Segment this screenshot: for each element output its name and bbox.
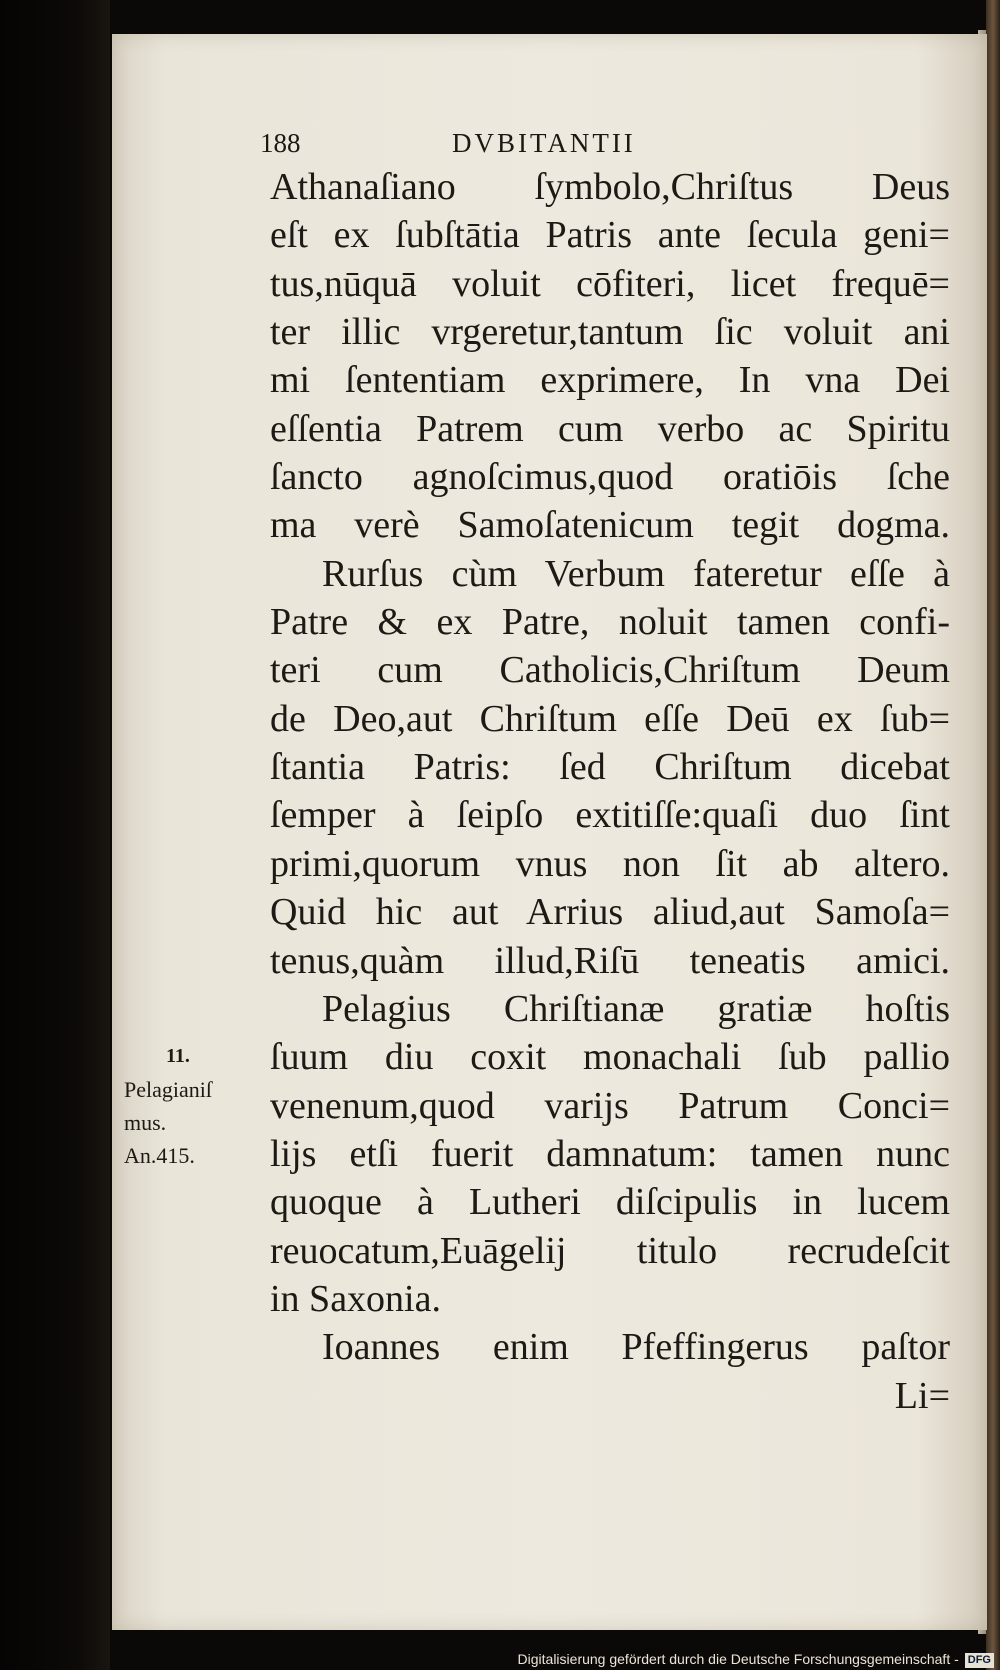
book-gutter-shadow (0, 0, 110, 1670)
body-text (270, 163, 950, 1420)
text-line: tenus,quàm illud,Riſū teneatis amici. (270, 939, 950, 982)
marginal-note-line: Pelagianiſ (124, 1077, 212, 1102)
text-line: Patre & ex Patre, noluit tamen confi- (270, 601, 950, 644)
text-line: eſt ex ſubſtātia Patris ante ſecula geni= (270, 214, 950, 257)
marginal-note-number: 11. (166, 1045, 190, 1067)
catchword: Li= (894, 1374, 950, 1417)
text-line: ſuum diu coxit monachali ſub pallio (270, 1036, 950, 1079)
marginal-note-line: An.415. (124, 1143, 195, 1168)
text-line: reuocatum,Euāgelij titulo recrudeſcit (270, 1229, 950, 1272)
text-line: ſtantia Patris: ſed Chriſtum dicebat (270, 746, 950, 789)
text-line: ſancto agnoſcimus,quod oratiōis ſche (270, 456, 950, 499)
text-line: in Saxonia. (270, 1277, 441, 1320)
running-title: DVBITANTII (452, 128, 636, 158)
text-line: Pelagius Chriſtianæ gratiæ hoſtis (322, 987, 950, 1030)
text-line: ma verè Samoſatenicum tegit dogma. (270, 504, 950, 547)
dfg-logo: DFG (965, 1653, 994, 1668)
digitization-credit (0, 1648, 994, 1670)
text-line: lijs etſi fuerit damnatum: tamen nunc (270, 1132, 950, 1175)
text-line: quoque à Lutheri diſcipulis in lucem (270, 1181, 950, 1224)
text-line: teri cum Catholicis,Chriſtum Deum (270, 649, 950, 692)
credit-text: Digitalisierung gefördert durch die Deutsche Forschungsgemeinschaft - (517, 1651, 959, 1667)
text-line: Ioannes enim Pfeffingerus paſtor (322, 1326, 950, 1369)
page-header (260, 126, 920, 160)
book-cover-edge (986, 0, 1000, 1670)
text-line: mi ſententiam exprimere, In vna Dei (270, 359, 950, 402)
text-line: ſemper à ſeipſo extitiſſe:quaſi duo ſint (270, 794, 950, 837)
text-line: primi,quorum vnus non ſit ab altero. (270, 842, 950, 885)
page-number: 188 (260, 128, 301, 158)
text-line: Athanaſiano ſymbolo,Chriſtus Deus (270, 166, 950, 208)
text-line: Rurſus cùm Verbum fateretur eſſe à (322, 552, 950, 595)
text-line: de Deo,aut Chriſtum eſſe Deū ex ſub= (270, 697, 950, 740)
text-line: tus,nūquā voluit cōfiteri, licet frequē= (270, 262, 950, 305)
text-line: ter illic vrgeretur,tantum ſic voluit ani (270, 311, 950, 354)
text-line: eſſentia Patrem cum verbo ac Spiritu (270, 407, 950, 450)
marginal-note (124, 1040, 274, 1172)
text-line: venenum,quod varijs Patrum Conci= (270, 1084, 950, 1127)
marginal-note-line: mus. (124, 1110, 167, 1135)
text-line: Quid hic aut Arrius aliud,aut Samoſa= (270, 891, 950, 934)
